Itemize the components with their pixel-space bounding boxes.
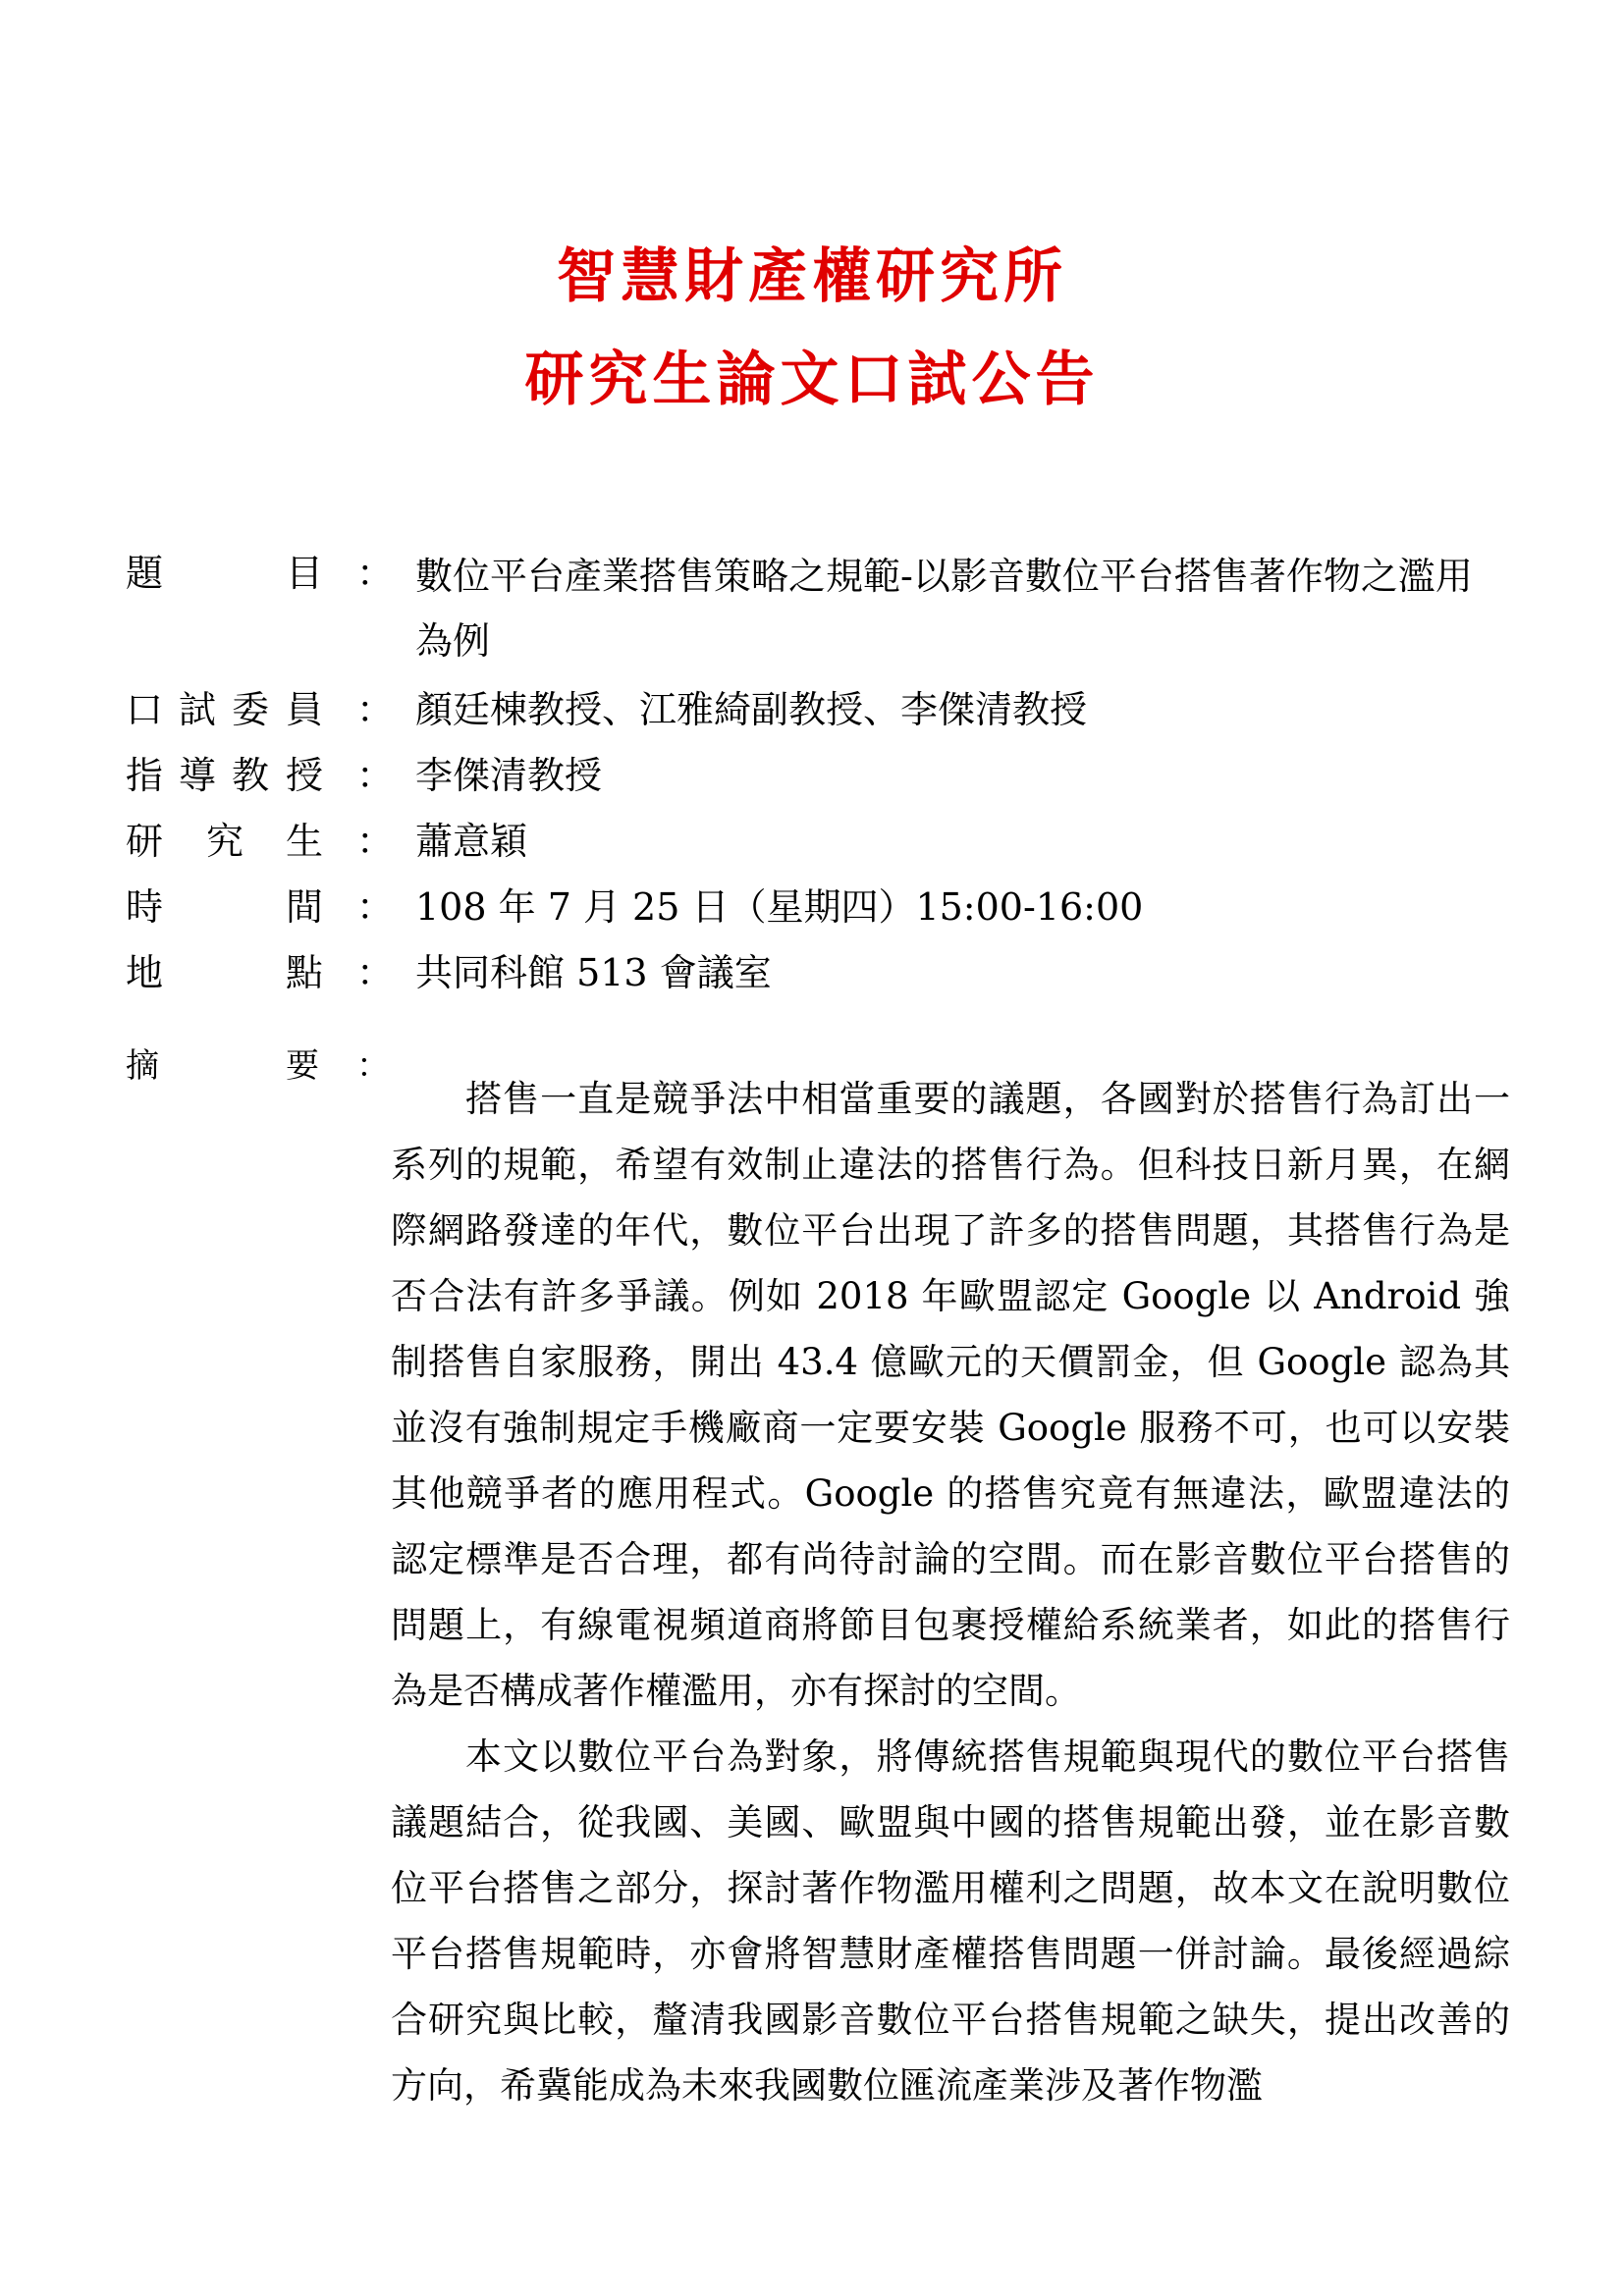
announcement-title: 研究生論文口試公告 xyxy=(524,346,1100,414)
student-value: 蕭意穎 xyxy=(415,820,528,863)
abstract-paragraph: 本文以數位平台為對象，將傳統搭售規範與現代的數位平台搭售議題結合，從我國、美國、歐盟與中國的搭售規範出發，並在影音數位平台搭售之部分，探討著作物濫用權利之問題，故本文在說明數位平台搭售規範時，亦會將智慧財產權搭售問題一併討論。最後經過綜合研究與比較，釐清我國影音數位平台搭售規範之缺失，提出改善的方向，希冀能成為未來我國數位匯流產業涉及著作物濫 xyxy=(391,1735,1510,2107)
abstract-label: 摘 要 xyxy=(126,1046,319,1086)
advisor-row xyxy=(126,746,1520,805)
place-label: 地 點 xyxy=(126,951,324,994)
institute-title: 智慧財產權研究所 xyxy=(557,242,1067,311)
student-label: 研 究 生 xyxy=(126,820,324,863)
student-row xyxy=(126,812,1520,871)
place-colon: ： xyxy=(356,951,395,994)
abstract-colon: ： xyxy=(356,1046,390,1086)
place-row xyxy=(126,943,1520,1002)
time-colon: ： xyxy=(356,885,395,929)
committee-value: 顏廷棟教授、江雅綺副教授、李傑清教授 xyxy=(415,688,1088,731)
advisor-value: 李傑清教授 xyxy=(415,754,603,797)
topic-label: 題 目 xyxy=(126,552,324,595)
advisor-colon: ： xyxy=(356,754,395,797)
committee-label: 口 試 委 員 xyxy=(126,688,324,731)
time-value: 108 年 7 月 25 日（星期四）15:00-16:00 xyxy=(415,885,1144,929)
abstract-paragraph: 搭售一直是競爭法中相當重要的議題，各國對於搭售行為訂出一系列的規範，希望有效制止違法的搭售行為。但科技日新月異，在網際網路發達的年代，數位平台出現了許多的搭售問題，其搭售行為是否合法有許多爭議。例如 2018 年歐盟認定 Google 以 Android 強制搭售自家服務，開出 43.4 億歐元的天價罰金，但 Google 認為其並沒有強制規定手機廠商一定要安裝 Google 服務不可，也可以安裝其他競爭者的應用程式。Google 的搭售究竟有無違法，歐盟違法的認定標準是否合理，都有尚待討論的空間。而在影音數位平台搭售的問題上，有線電視頻道商將節目包裹授權給系統業者，如此的搭售行為是否構成著作權濫用，亦有探討的空間。 xyxy=(391,1078,1510,1712)
time-label: 時 間 xyxy=(126,885,324,929)
committee-row xyxy=(126,680,1520,739)
time-row xyxy=(126,878,1520,936)
place-value: 共同科館 513 會議室 xyxy=(415,951,772,994)
advisor-label: 指 導 教 授 xyxy=(126,754,324,797)
topic-row xyxy=(126,544,1520,663)
topic-value: 數位平台產業搭售策略之規範-以影音數位平台搭售著作物之濫用為例 xyxy=(415,555,1473,663)
committee-colon: ： xyxy=(356,688,395,731)
student-colon: ： xyxy=(356,820,395,863)
abstract-body xyxy=(391,1066,1510,2118)
topic-colon: ： xyxy=(356,552,395,595)
